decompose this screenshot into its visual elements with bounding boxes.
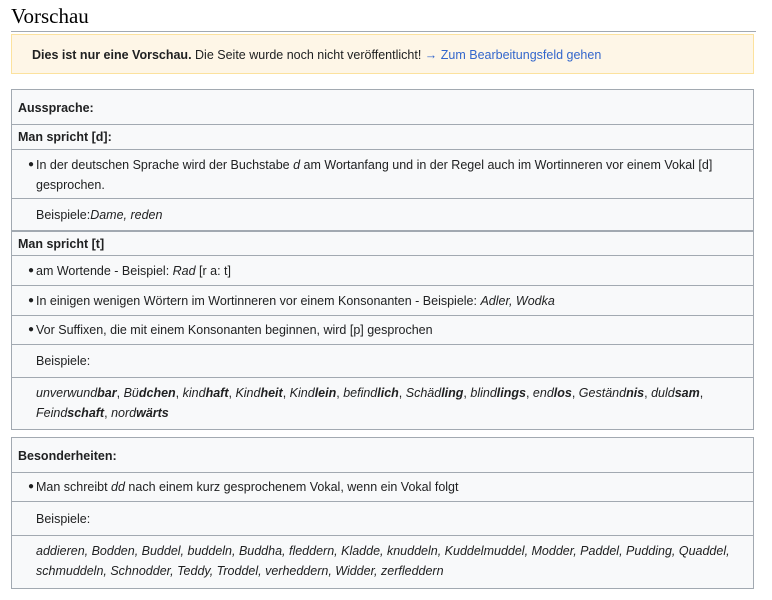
list-item-text: am Wortende - Beispiel: Rad [r a: t] bbox=[36, 264, 232, 278]
bullet-icon: ● bbox=[28, 324, 35, 335]
examples-text: unverwundbar, Büdchen, kindhaft, Kindheit, Kindlein, befindlich, Schädling, blindlings, endlos, Geständnis, duldsam, Feindschaft, nordwärts bbox=[36, 386, 704, 420]
pronunciation-table bbox=[11, 89, 754, 430]
examples-label-row-t bbox=[12, 345, 753, 378]
list-item-text: Vor Suffixen, die mit einem Konsonanten beginnen, wird [p] gesprochen bbox=[36, 323, 433, 337]
bullet-icon: ● bbox=[28, 481, 35, 492]
examples-text: addieren, Bodden, Buddel, buddeln, Buddha, fleddern, Kladde, knuddeln, Kuddelmuddel, Modder, Paddel, Pudding, Quaddel, schmuddeln, Schnodder, Teddy, Troddel, verheddern, Widder, zerfleddern bbox=[36, 544, 730, 578]
list-item bbox=[12, 256, 753, 286]
list-item-text: Man schreibt dd nach einem kurz gesprochenem Vokal, wenn ein Vokal folgt bbox=[36, 480, 459, 494]
bullet-icon: ● bbox=[28, 159, 35, 170]
examples-label-row bbox=[12, 502, 753, 536]
arrow-right-icon: → bbox=[424, 48, 438, 62]
examples-text: Dame, reden bbox=[90, 207, 163, 222]
examples-row-t bbox=[12, 378, 753, 429]
go-to-edit-field-link[interactable]: Zum Bearbeitungsfeld gehen bbox=[437, 48, 602, 62]
list-item bbox=[12, 473, 753, 502]
section-header-besonderheiten: Besonderheiten: bbox=[12, 438, 753, 473]
list-item bbox=[12, 316, 753, 345]
section-header-aussprache: Aussprache: bbox=[12, 90, 753, 125]
examples-label: Beispiele: bbox=[36, 354, 91, 368]
bullet-icon: ● bbox=[28, 265, 35, 276]
subsection-header-t: Man spricht [t] bbox=[12, 231, 753, 256]
notice-bold-text: Dies ist nur eine Vorschau. bbox=[32, 48, 192, 62]
examples-label: Beispiele: bbox=[36, 207, 91, 222]
examples-row bbox=[12, 536, 753, 588]
bullet-icon: ● bbox=[28, 295, 35, 306]
examples-label: Beispiele: bbox=[36, 511, 91, 526]
list-item bbox=[12, 286, 753, 316]
notice-text: Die Seite wurde noch nicht veröffentlicht! bbox=[191, 48, 425, 62]
list-item-text: In einigen wenigen Wörtern im Wortinneren vor einem Konsonanten - Beispiele: Adler, Wodka bbox=[36, 294, 555, 308]
page-title: Vorschau bbox=[11, 3, 756, 32]
examples-row-d bbox=[12, 199, 753, 231]
special-cases-table bbox=[11, 437, 754, 589]
list-item-text: In der deutschen Sprache wird der Buchstabe d am Wortanfang und in der Regel auch im Wortinneren vor einem Vokal [d] gesprochen. bbox=[36, 158, 713, 192]
preview-notice bbox=[11, 34, 754, 74]
list-item bbox=[12, 150, 753, 199]
subsection-header-d: Man spricht [d]: bbox=[12, 125, 753, 150]
